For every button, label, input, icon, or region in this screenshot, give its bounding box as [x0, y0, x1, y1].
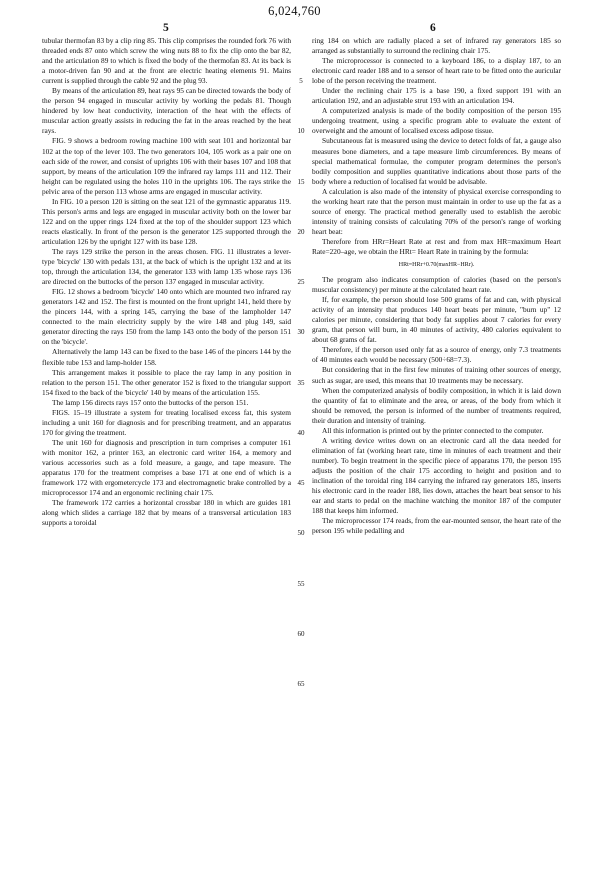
line-number: 60 [297, 629, 305, 638]
formula: HRt=HRr+0.70(maxHR−HRr). [398, 262, 475, 269]
paragraph: FIG. 9 shows a bedroom rowing machine 100 with seat 101 and horizontal bar 102 at the top of the lever 103. The two generators 104, 105 work as a pair one on each side of the rower, and consist of uprights 106 with their bases 107 and 108 that support, by means of the articulation 109 the infrared ray lamps 111 and 112. Their height can be regulated using the holes 110 in the uprights 106. The rays strike the pelvic area of the person 113 whose arms are engaged in muscular activity. [42, 136, 291, 196]
paragraph: The lamp 156 directs rays 157 onto the buttocks of the person 151. [52, 397, 249, 407]
paragraph: The unit 160 for diagnosis and prescription in turn comprises a computer 161 with monitor 162, a printer 163, an electronic card writer 164, a memory and various accessories such as a fold measure, a gauge, and tape measure. The apparatus 170 for the treatment comprises a base 171 at one end of which is a framework 172 with ergometercycle 173 and electromagnetic brake controlled by a microprocessor 174 and an ergonomic reclining chair 175. [42, 437, 291, 498]
line-number: 25 [297, 278, 305, 287]
paragraph: When the computerized analysis of bodily composition, in which it is laid down the quantity of fat to eliminate and the area, or areas, of the body from which it should be removed, the person is informed of the number of treatments required, their duration and intensity of training. [312, 385, 561, 425]
paragraph: The microprocessor 174 reads, from the ear-mounted sensor, the heart rate of the person 195 while pedalling and [312, 516, 561, 536]
paragraph: A computerized analysis is made of the bodily composition of the person 195 undergoing treatment, using a specific program able to evaluate the extent of overweight and the amount of localised excess adipose tissue. [312, 106, 561, 136]
paragraph: FIGS. 15–19 illustrate a system for treating localised excess fat, this system including a unit 160 for diagnosis and for prescribing treatment, and an apparatus 170 for giving the treatment. [42, 407, 291, 437]
paragraph: A writing device writes down on an electronic card all the data needed for elimination of fat (working heart rate, time in minutes of each treatment and their number). To begin treatment in the specific piece of apparatus 170, the person 195 adjusts the position of the chair 175 according to height and position and to inclination of the toroidal ring 184 carrying the infrared ray generators 185, inserts his electronic card in the reader 188, lies down, attaches the heart beat sensor to his ear and starts to pedal on the machine watching the monitor 187 of the computer 188 that keeps him informed. [312, 435, 561, 516]
right-column-number: 6 [430, 22, 436, 34]
paragraph: ring 184 on which are radially placed a set of infrared ray generators 185 so arranged as substantially to surround the reclining chair 175. [312, 36, 561, 56]
paragraph: If, for example, the person should lose 500 grams of fat and can, with physical activity of an intensity that produces 140 heart beats per minute, "burn up" 12 calories per minute, considering that body fat supplies about 7 calories for every gram, that person will burn, in 40 minutes of activity, 480 calories equivalent to about 68 grams of fat. [312, 295, 561, 345]
line-number: 65 [297, 680, 305, 689]
line-number: 35 [297, 378, 305, 387]
paragraph: Therefore from HRr=Heart Rate at rest and from max HR=maximum Heart Rate=220–age, we obtain the HRt= Heart Rate in training by the formula: [312, 236, 561, 256]
paragraph: In FIG. 10 a person 120 is sitting on the seat 121 of the gymnastic apparatus 119. This person's arms and legs are engaged in muscular activity both on the lower bar 122 and on the upper rings 124 fixed at the top of the shoulder support 123 which reacts elastically. In front of the person is the generator 125 supported through the articulation 126 by the upright 127 with its base 128. [42, 196, 291, 246]
line-number: 40 [297, 428, 305, 437]
paragraph: All this information is printed out by the printer connected to the computer. [322, 425, 544, 435]
line-number: 45 [297, 479, 305, 488]
paragraph: FIG. 12 shows a bedroom 'bicycle' 140 onto which are mounted two infrared ray generators 142 and 152. The first is mounted on the front upright 141, held there by the pincers 144, with a spring 145, carrying the base of the lampholder 147 connected to the main electricity supply by the wire 148 and plug 149, said generator directing the rays 150 from the lamp 143 onto the body of the person 151 on the 'bicycle'. [42, 287, 291, 347]
line-number: 15 [297, 177, 305, 186]
paragraph: The microprocessor is connected to a keyboard 186, to a display 187, to an electronic card reader 188 and to a sensor of heart rate to be fitted onto the auricular lobe of the person receiving the treatment. [312, 56, 561, 86]
paragraph: tubular thermofan 83 by a clip ring 85. This clip comprises the rounded fork 76 with threaded ends 87 onto which screw the wing nuts 88 to fix the clip onto the bar 82, and the articulation 89 to which is fixed the body of the thermofan 83. At its back is a motor-driven fan 90 and at the front are electric heating elements 91. Mains current is supplied through the cable 92 and the plug 93. [42, 36, 291, 86]
line-number: 50 [297, 529, 305, 538]
paragraph: Under the reclining chair 175 is a base 190, a fixed support 191 with an articulation 192, and an adjustable strut 193 with an articulation 194. [312, 86, 561, 106]
paragraph: The framework 172 carries a horizontal crossbar 180 in which are guides 181 along which slides a carriage 182 that by means of a transversal articulation 183 supports a toroidal [42, 498, 291, 528]
line-number: 10 [297, 127, 305, 136]
line-number: 5 [299, 77, 303, 86]
paragraph: A calculation is also made of the intensity of physical exercise corresponding to the working heart rate that the person must maintain in order to use up the fat as a source of energy. The practical method generally used to establish the aerobic intensity of training consists of calculating 70% of the person's range of working heart beat: [312, 186, 561, 236]
paragraph: But considering that in the first few minutes of training other sources of energy, such as sugar, are used, this means that 10 treatments may be necessary. [312, 365, 561, 385]
left-text-column [42, 36, 291, 528]
line-number: 30 [297, 328, 305, 337]
right-text-column [312, 36, 561, 536]
patent-number: 6,024,760 [268, 4, 321, 18]
paragraph: Alternatively the lamp 143 can be fixed to the base 146 of the pincers 144 by the flexible tube 153 and lamp-holder 158. [42, 347, 291, 367]
paragraph: Therefore, if the person used only fat as a source of energy, only 7.3 treatments of 40 minutes each would be necessary (500÷68=7.3). [312, 345, 561, 365]
paragraph: By means of the articulation 89, heat rays 95 can be directed towards the body of the person 94 engaged in muscular activity by working the pedals 81. Though hindered by low heat conductivity, interaction of the heat with the effects of muscular action greatly assists in reducing the fat in the areas reached by the heat rays. [42, 86, 291, 136]
line-number: 20 [297, 227, 305, 236]
left-column-number: 5 [163, 22, 169, 34]
paragraph: The program also indicates consumption of calories (based on the person's muscular consistency) per minute at the calculated heart rate. [312, 275, 561, 295]
paragraph: The rays 129 strike the person in the areas chosen. FIG. 11 illustrates a lever-type 'bicycle' 130 with pedals 131, at the back of which is the upright 132 and at its top, through the articulation 134, the generator 133 with lamp 135 whose rays 136 are directed on the buttocks of the person 137 engaged in muscular activity. [42, 246, 291, 287]
paragraph: Subcutaneous fat is measured using the device to detect folds of fat, a gauge also measures bone diameters, and a tape measure limb circumferences. By means of special mathematical formulae, the computer program determines the person's bodily composition and supplies quantitative indications about those parts of the body where a reduction of localised fat would be advisable. [312, 136, 561, 186]
paragraph: This arrangement makes it possible to place the ray lamp in any position in relation to the person 151. The other generator 152 is fixed to the triangular support 154 fixed to the back of the 'bicycle' 140 by means of the articulation 155. [42, 367, 291, 397]
line-number: 55 [297, 579, 305, 588]
